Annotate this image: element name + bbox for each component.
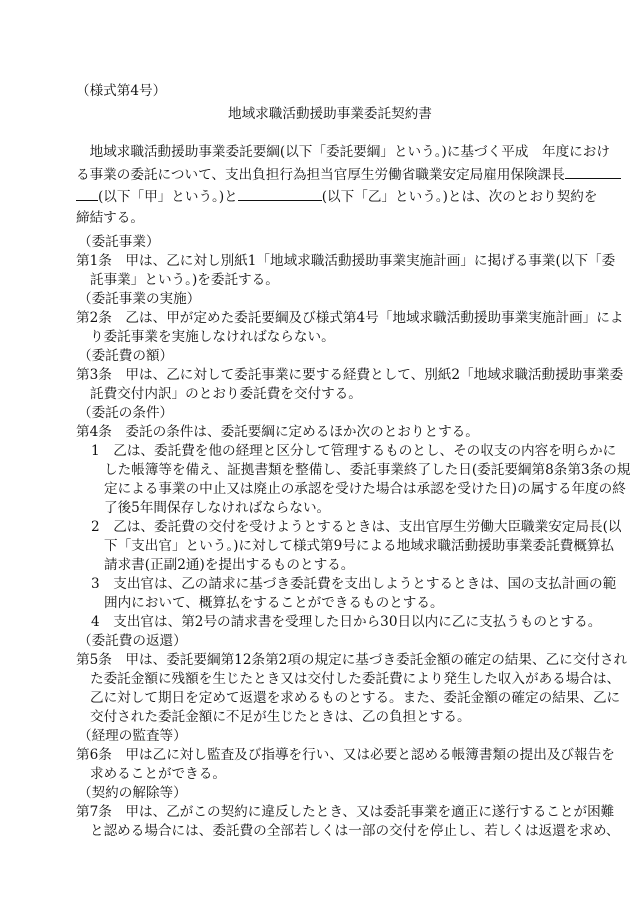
- blank-field-officer-name: [565, 165, 621, 179]
- article-line: 第4条 委託の条件は、委託要綱に定めるほか次のとおりとする。: [76, 424, 479, 440]
- intro-line: [76, 187, 597, 206]
- intro-line: 締結する。: [76, 210, 144, 226]
- blank-field-officer-name-cont: [76, 187, 98, 201]
- form-number-label: （様式第4号）: [76, 83, 167, 99]
- article-heading: （委託事業）: [78, 234, 160, 250]
- clause-line: した帳簿等を備え、証拠書類を整備し、委託事業終了した日(委託要綱第8条第3条の規: [104, 462, 630, 478]
- article-heading: （契約の解除等）: [78, 785, 187, 801]
- article-continuation-line: 交付された委託金額に不足が生じたときは、乙の負担とする。: [90, 709, 471, 725]
- article-heading: （委託費の返還）: [78, 633, 187, 649]
- clause-line: 囲内において、概算払をすることができるものとする。: [104, 595, 444, 611]
- clause-line: 下「支出官」という。)に対して様式第9号による地域求職活動援助事業委託費概算払: [104, 538, 615, 554]
- article-heading: （委託費の額）: [78, 348, 174, 364]
- article-line: 第6条 甲は乙に対し監査及び指導を行い、又は必要と認める帳簿書類の提出及び報告を: [76, 747, 615, 763]
- clause-line: 1 乙は、委託費を他の経理と区分して管理するものとし、その収支の内容を明らかに: [91, 443, 617, 459]
- article-continuation-line: 託費交付内訳」のとおり委託費を交付する。: [90, 386, 362, 402]
- clause-line: 3 支出官は、乙の請求に基づき委託費を支出しようとするときは、国の支払計画の範: [91, 576, 617, 592]
- clause-line: 了後5年間保存しなければならない。: [104, 500, 331, 516]
- blank-field-contractor-name: [238, 187, 322, 201]
- intro-text: る事業の委託について、支出負担行為担当官厚生労働省職業安定局雇用保険課長: [76, 167, 565, 183]
- article-continuation-line: た委託金額に残額を生じたとき又は交付した委託費により発生した収入がある場合は、: [90, 671, 621, 687]
- document-title: 地域求職活動援助事業委託契約書: [228, 106, 432, 122]
- intro-text: (以下「甲」という。)と: [98, 189, 238, 205]
- intro-line: [76, 165, 621, 184]
- article-heading: （経理の監査等）: [78, 728, 187, 744]
- article-heading: （委託の条件）: [78, 405, 174, 421]
- article-line: 第5条 甲は、委託要綱第12条第2項の規定に基づき委託金額の確定の結果、乙に交付され: [76, 652, 628, 668]
- article-continuation-line: 乙に対して期日を定めて返還を求めるものとする。また、委託金額の確定の結果、乙に: [90, 690, 621, 706]
- clause-line: 4 支出官は、第2号の請求書を受理した日から30日以内に乙に支払うものとする。: [91, 614, 602, 630]
- article-line: 第7条 甲は、乙がこの契約に違反したとき、又は委託事業を適正に遂行することが困難: [76, 804, 615, 820]
- intro-text: (以下「乙」という。)とは、次のとおり契約を: [321, 189, 598, 205]
- article-line: 第2条 乙は、甲が定めた委託要綱及び様式第4号「地域求職活動援助事業実施計画」によ: [76, 310, 624, 326]
- article-line: 第1条 甲は、乙に対し別紙1「地域求職活動援助事業実施計画」に掲げる事業(以下「委: [76, 253, 616, 269]
- intro-line: 地域求職活動援助事業委託要綱(以下「委託要綱」という。)に基づく平成 年度におけ: [76, 144, 610, 160]
- article-heading: （委託事業の実施）: [78, 291, 201, 307]
- article-continuation-line: 求めることができる。: [90, 766, 226, 782]
- article-continuation-line: 託事業」という。)を委託する。: [90, 272, 279, 288]
- article-line: 第3条 甲は、乙に対して委託事業に要する経費として、別紙2「地域求職活動援助事業委: [76, 367, 624, 383]
- clause-line: 定による事業の中止又は廃止の承認を受けた場合は承認を受けた日)の属する年度の終: [104, 481, 626, 497]
- article-continuation-line: と認める場合には、委託費の全部若しくは一部の交付を停止し、若しくは返還を求め、: [90, 823, 620, 839]
- article-continuation-line: り委託事業を実施しなければならない。: [90, 329, 335, 345]
- clause-line: 2 乙は、委託費の交付を受けようとするときは、支出官厚生労働大臣職業安定局長(以: [91, 519, 622, 535]
- clause-line: 請求書(正副2通)を提出するものとする。: [104, 557, 355, 573]
